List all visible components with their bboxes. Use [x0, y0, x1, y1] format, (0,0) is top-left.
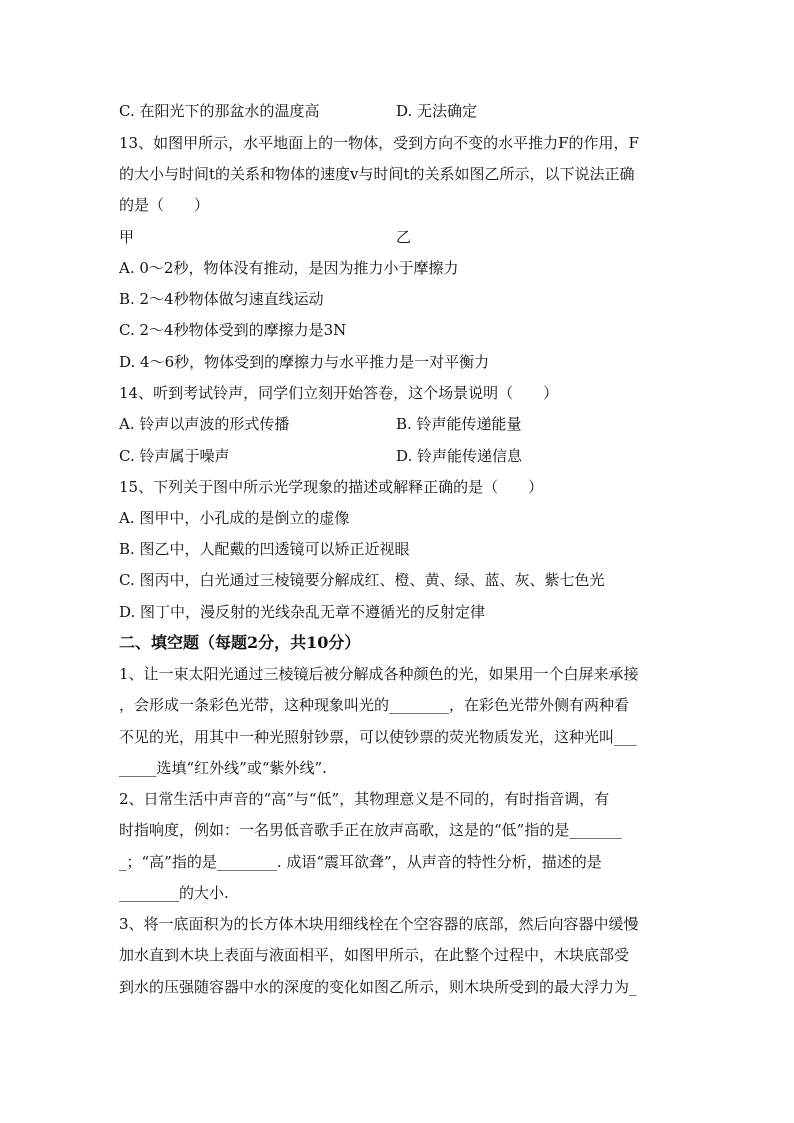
text-line: _；“高”指的是________. 成语“震耳欲聋”，从声音的特性分析，描述的是	[119, 853, 602, 871]
text-line: 15、下列关于图中所示光学现象的描述或解释正确的是（ ）	[119, 478, 544, 496]
text-line: B. 图乙中，人配戴的凹透镜可以矫正近视眼	[119, 540, 410, 558]
text-line	[119, 446, 679, 466]
text-line: A. 0～2秒，物体没有推动，是因为推力小于摩擦力	[119, 259, 459, 277]
text-line: ________的大小.	[119, 884, 229, 902]
option-left: C. 铃声属于噪声	[119, 447, 230, 465]
text-line: 的是（ ）	[119, 196, 210, 214]
text-line: D. 图丁中，漫反射的光线杂乱无章不遵循光的反射定律	[119, 603, 486, 621]
option-right: D. 铃声能传递信息	[396, 447, 523, 465]
text-line: _____选填“红外线”或“紫外线”.	[119, 759, 327, 777]
text-line: 2、日常生活中声音的“高”与“低”，其物理意义是不同的，有时指音调，有	[119, 790, 610, 808]
option-right: D. 无法确定	[396, 102, 478, 120]
option-right: B. 铃声能传递能量	[396, 415, 522, 433]
text-line	[119, 227, 679, 247]
text-line: 1、让一束太阳光通过三棱镜后被分解成各种颜色的光，如果用一个白屏来承接	[119, 665, 639, 683]
option-right: 乙	[396, 228, 412, 246]
text-line	[119, 414, 679, 434]
text-line: 13、如图甲所示，水平地面上的一物体，受到方向不变的水平推力F的作用，F	[119, 134, 639, 152]
text-line: B. 2～4秒物体做匀速直线运动	[119, 290, 324, 308]
text-line: 14、听到考试铃声，同学们立刻开始答卷，这个场景说明（ ）	[119, 384, 559, 402]
text-line: 到水的压强随容器中水的深度的变化如图乙所示，则木块所受到的最大浮力为_	[119, 978, 637, 996]
text-line: 不见的光，用其中一种光照射钞票，可以使钞票的荧光物质发光，这种光叫___	[119, 728, 637, 746]
text-line: C. 图丙中，白光通过三棱镜要分解成红、橙、黄、绿、蓝、灰、紫七色光	[119, 571, 605, 589]
text-line: 加水直到木块上表面与液面相平，如图甲所示，在此整个过程中，木块底部受	[119, 946, 630, 964]
text-line	[119, 101, 679, 121]
text-line: 时指响度，例如：一名男低音歌手正在放声高歌，这是的“低”指的是_______	[119, 821, 622, 839]
text-line: A. 图甲中，小孔成的是倒立的虚像	[119, 509, 350, 527]
text-line: 3、将一底面积为的长方体木块用细线栓在个空容器的底部，然后向容器中缓慢	[119, 915, 639, 933]
text-line: 的大小与时间t的关系和物体的速度v与时间t的关系如图乙所示，以下说法正确	[119, 165, 635, 183]
text-line: ，会形成一条彩色光带，这种现象叫光的________，在彩色光带外侧有两种看	[119, 696, 630, 714]
option-left: C. 在阳光下的那盆水的温度高	[119, 102, 320, 120]
text-line: D. 4～6秒，物体受到的摩擦力与水平推力是一对平衡力	[119, 353, 490, 371]
text-line: C. 2～4秒物体受到的摩擦力是3N	[119, 321, 347, 339]
section-heading: 二、填空题（每题2分，共10分）	[119, 633, 361, 652]
option-left: 甲	[119, 228, 135, 246]
option-left: A. 铃声以声波的形式传播	[119, 415, 290, 433]
